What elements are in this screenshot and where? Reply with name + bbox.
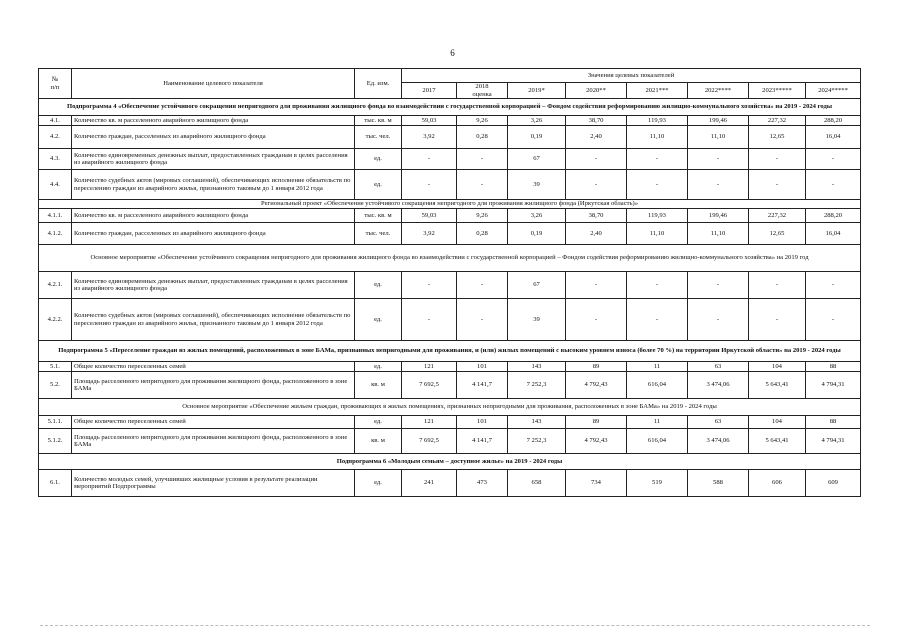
- value-cell: 5 643,41: [749, 429, 806, 454]
- header-year: 2023*****: [749, 83, 806, 99]
- row-number: 4.2.: [39, 126, 72, 149]
- row-number: 5.2.: [39, 372, 72, 399]
- row-number: 4.2.2.: [39, 299, 72, 341]
- value-cell: 38,70: [566, 116, 627, 126]
- value-cell: 199,46: [688, 116, 749, 126]
- value-cell: 9,26: [457, 209, 508, 223]
- value-cell: 3 474,06: [688, 429, 749, 454]
- indicator-name: Общее количество переселенных семей: [72, 362, 355, 372]
- table-row: [39, 170, 861, 200]
- value-cell: 288,20: [806, 209, 861, 223]
- value-cell: 4 794,31: [806, 372, 861, 399]
- indicator-name: Количество граждан, расселенных из аварийного жилищного фонда: [72, 223, 355, 245]
- value-cell: -: [688, 170, 749, 200]
- unit-cell: ед.: [355, 149, 402, 170]
- value-cell: 519: [627, 470, 688, 497]
- table-row: [39, 126, 861, 149]
- value-cell: 121: [402, 362, 457, 372]
- unit-cell: ед.: [355, 470, 402, 497]
- value-cell: 4 792,43: [566, 429, 627, 454]
- value-cell: -: [566, 149, 627, 170]
- value-cell: 3,26: [508, 209, 566, 223]
- value-cell: 658: [508, 470, 566, 497]
- header-unit: [355, 69, 402, 99]
- value-cell: 288,20: [806, 116, 861, 126]
- value-cell: 121: [402, 416, 457, 429]
- unit-cell: тыс. чел.: [355, 126, 402, 149]
- value-cell: -: [627, 170, 688, 200]
- header-year: 2017: [402, 83, 457, 99]
- indicator-name: Количество судебных актов (мировых соглашений), обеспечивающих исполнение обязательств по переселению граждан из аварийного жилья, признанного таковым до 1 января 2012 года: [72, 299, 355, 341]
- unit-cell: ед.: [355, 170, 402, 200]
- value-cell: -: [749, 170, 806, 200]
- row-number: 4.2.1.: [39, 272, 72, 299]
- header-year: 2020**: [566, 83, 627, 99]
- row-number: 5.1.1.: [39, 416, 72, 429]
- value-cell: -: [457, 170, 508, 200]
- value-cell: 227,32: [749, 209, 806, 223]
- header-num: [39, 69, 72, 99]
- value-cell: 9,26: [457, 116, 508, 126]
- table-row: [39, 416, 861, 429]
- value-cell: 4 794,31: [806, 429, 861, 454]
- value-cell: 4 792,43: [566, 372, 627, 399]
- unit-cell: тыс. кв. м: [355, 116, 402, 126]
- table-row: [39, 372, 861, 399]
- row-number: 4.1.2.: [39, 223, 72, 245]
- value-cell: 7 252,3: [508, 429, 566, 454]
- unit-cell: кв. м: [355, 429, 402, 454]
- unit-cell: ед.: [355, 362, 402, 372]
- section-title: Региональный проект «Обеспечение устойчивого сокращения непригодного для проживания жилищного фонда (Иркутская область)»: [39, 200, 861, 209]
- value-cell: -: [402, 272, 457, 299]
- indicator-name: Площадь расселенного непригодного для проживания жилищного фонда, расположенного в зоне БАМа: [72, 429, 355, 454]
- value-cell: -: [566, 170, 627, 200]
- value-cell: 39: [508, 170, 566, 200]
- value-cell: 88: [806, 416, 861, 429]
- value-cell: 227,32: [749, 116, 806, 126]
- value-cell: 39: [508, 299, 566, 341]
- table-row: [39, 470, 861, 497]
- value-cell: 606: [749, 470, 806, 497]
- value-cell: 4 141,7: [457, 372, 508, 399]
- table-row: [39, 362, 861, 372]
- value-cell: -: [806, 299, 861, 341]
- value-cell: -: [806, 170, 861, 200]
- value-cell: 67: [508, 149, 566, 170]
- value-cell: 7 692,5: [402, 429, 457, 454]
- row-number: 4.4.: [39, 170, 72, 200]
- indicator-name: Количество молодых семей, улучшивших жилищные условия в результате реализации мероприятий Подпрограммы: [72, 470, 355, 497]
- value-cell: 119,93: [627, 209, 688, 223]
- value-cell: 616,04: [627, 429, 688, 454]
- header-year: 2022****: [688, 83, 749, 99]
- section-row: [39, 99, 861, 116]
- unit-cell: ед.: [355, 299, 402, 341]
- value-cell: -: [566, 272, 627, 299]
- indicator-name: Количество единовременных денежных выплат, предоставленных гражданам в целях расселения из аварийного жилищного фонда: [72, 149, 355, 170]
- value-cell: 16,04: [806, 223, 861, 245]
- value-cell: 38,70: [566, 209, 627, 223]
- row-number: 4.1.1.: [39, 209, 72, 223]
- table-row: [39, 149, 861, 170]
- row-number: 6.1.: [39, 470, 72, 497]
- section-title: Основное мероприятие «Обеспечение устойчивого сокращения непригодного для проживания жилищного фонда во взаимодействии с государственной корпорацией – Фондом содействия реформированию жилищно-коммунального хозяйства» на 2019 год: [39, 245, 861, 272]
- indicator-name: Количество граждан, расселенных из аварийного жилищного фонда: [72, 126, 355, 149]
- value-cell: 63: [688, 416, 749, 429]
- value-cell: 7 692,5: [402, 372, 457, 399]
- value-cell: -: [627, 299, 688, 341]
- table-row: [39, 429, 861, 454]
- value-cell: 4 141,7: [457, 429, 508, 454]
- value-cell: 89: [566, 416, 627, 429]
- value-cell: -: [457, 272, 508, 299]
- section-row: [39, 200, 861, 209]
- section-row: [39, 341, 861, 362]
- indicator-name: Количество кв. м расселенного аварийного жилищного фонда: [72, 116, 355, 126]
- value-cell: -: [457, 299, 508, 341]
- header-num-text: № п/п: [50, 76, 60, 91]
- page-number: 6: [450, 48, 455, 58]
- row-number: 4.1.: [39, 116, 72, 126]
- value-cell: 59,03: [402, 116, 457, 126]
- value-cell: -: [749, 149, 806, 170]
- value-cell: 241: [402, 470, 457, 497]
- value-cell: -: [627, 149, 688, 170]
- section-title: Подпрограмма 6 «Молодым семьям – доступное жилье» на 2019 - 2024 годы: [39, 454, 861, 470]
- table-row: [39, 209, 861, 223]
- section-title: Основное мероприятие «Обеспечение жильем граждан, проживающих в жилых помещениях, признанных непригодными для проживания, расположенных в зоне БАМа» на 2019 - 2024 годы: [39, 399, 861, 416]
- value-cell: -: [402, 170, 457, 200]
- header-year: 2018 оценка: [457, 83, 508, 99]
- value-cell: 12,65: [749, 126, 806, 149]
- table-row: [39, 116, 861, 126]
- value-cell: -: [402, 149, 457, 170]
- target-indicators-table: [38, 68, 861, 497]
- value-cell: -: [688, 149, 749, 170]
- value-cell: 119,93: [627, 116, 688, 126]
- value-cell: 0,19: [508, 126, 566, 149]
- value-cell: 89: [566, 362, 627, 372]
- value-cell: 588: [688, 470, 749, 497]
- unit-cell: тыс. кв. м: [355, 209, 402, 223]
- indicator-name: Площадь расселенного непригодного для проживания жилищного фонда, расположенного в зоне БАМа: [72, 372, 355, 399]
- value-cell: 101: [457, 416, 508, 429]
- value-cell: 12,65: [749, 223, 806, 245]
- value-cell: 734: [566, 470, 627, 497]
- unit-cell: тыс. чел.: [355, 223, 402, 245]
- value-cell: 2,40: [566, 126, 627, 149]
- value-cell: 67: [508, 272, 566, 299]
- value-cell: 3 474,06: [688, 372, 749, 399]
- header-year: 2021***: [627, 83, 688, 99]
- value-cell: 143: [508, 362, 566, 372]
- value-cell: 11,10: [627, 223, 688, 245]
- header-unit-text: Ед. изм.: [366, 79, 390, 87]
- value-cell: -: [806, 149, 861, 170]
- value-cell: -: [749, 272, 806, 299]
- table-row: [39, 272, 861, 299]
- value-cell: 199,46: [688, 209, 749, 223]
- table-row: [39, 299, 861, 341]
- value-cell: 3,26: [508, 116, 566, 126]
- section-title: Подпрограмма 4 «Обеспечение устойчивого сокращения непригодного для проживания жилищного фонда во взаимодействии с государственной корпорацией – Фондом содействия реформированию жилищно-коммунального хозяйства» на 2019 - 2024 годы: [39, 99, 861, 116]
- unit-cell: ед.: [355, 272, 402, 299]
- value-cell: 16,04: [806, 126, 861, 149]
- value-cell: -: [806, 272, 861, 299]
- value-cell: 0,28: [457, 223, 508, 245]
- header-values-text: Значения целевых показателей: [587, 71, 675, 79]
- value-cell: -: [566, 299, 627, 341]
- value-cell: 3,92: [402, 223, 457, 245]
- value-cell: 609: [806, 470, 861, 497]
- header-year: 2019*: [508, 83, 566, 99]
- value-cell: -: [402, 299, 457, 341]
- value-cell: 88: [806, 362, 861, 372]
- table-row: [39, 223, 861, 245]
- value-cell: 0,19: [508, 223, 566, 245]
- page-footer-line: [40, 625, 870, 626]
- indicator-name: Количество судебных актов (мировых соглашений), обеспечивающих исполнение обязательств по переселению граждан из аварийного жилья, признанного таковым до 1 января 2012 года: [72, 170, 355, 200]
- value-cell: 616,04: [627, 372, 688, 399]
- value-cell: 59,03: [402, 209, 457, 223]
- header-values: [402, 69, 861, 83]
- row-number: 5.1.: [39, 362, 72, 372]
- indicator-name: Количество единовременных денежных выплат, предоставленных гражданам в целях расселения из аварийного жилищного фонда: [72, 272, 355, 299]
- section-row: [39, 245, 861, 272]
- value-cell: 11: [627, 416, 688, 429]
- unit-cell: кв. м: [355, 372, 402, 399]
- value-cell: 143: [508, 416, 566, 429]
- value-cell: 104: [749, 362, 806, 372]
- value-cell: -: [749, 299, 806, 341]
- value-cell: 473: [457, 470, 508, 497]
- row-number: 5.1.2.: [39, 429, 72, 454]
- value-cell: -: [457, 149, 508, 170]
- value-cell: 63: [688, 362, 749, 372]
- value-cell: 11,10: [627, 126, 688, 149]
- header-year: 2024*****: [806, 83, 861, 99]
- section-row: [39, 399, 861, 416]
- unit-cell: ед.: [355, 416, 402, 429]
- indicator-name: Общее количество переселенных семей: [72, 416, 355, 429]
- section-title: Подпрограмма 5 «Переселение граждан из жилых помещений, расположенных в зоне БАМа, признанных непригодными для проживания, и (или) жилых помещений с высоким уровнем износа (более 70 %) на территории Иркутской области» на 2019 - 2024 годы: [39, 341, 861, 362]
- value-cell: 2,40: [566, 223, 627, 245]
- value-cell: -: [627, 272, 688, 299]
- header-name: [72, 69, 355, 99]
- value-cell: 11,10: [688, 126, 749, 149]
- value-cell: 0,28: [457, 126, 508, 149]
- value-cell: 11,10: [688, 223, 749, 245]
- value-cell: 5 643,41: [749, 372, 806, 399]
- section-row: [39, 454, 861, 470]
- value-cell: 11: [627, 362, 688, 372]
- value-cell: 7 252,3: [508, 372, 566, 399]
- value-cell: -: [688, 299, 749, 341]
- value-cell: 3,92: [402, 126, 457, 149]
- row-number: 4.3.: [39, 149, 72, 170]
- header-name-text: Наименование целевого показателя: [163, 79, 263, 87]
- value-cell: 104: [749, 416, 806, 429]
- indicator-name: Количество кв. м расселенного аварийного жилищного фонда: [72, 209, 355, 223]
- value-cell: 101: [457, 362, 508, 372]
- value-cell: -: [688, 272, 749, 299]
